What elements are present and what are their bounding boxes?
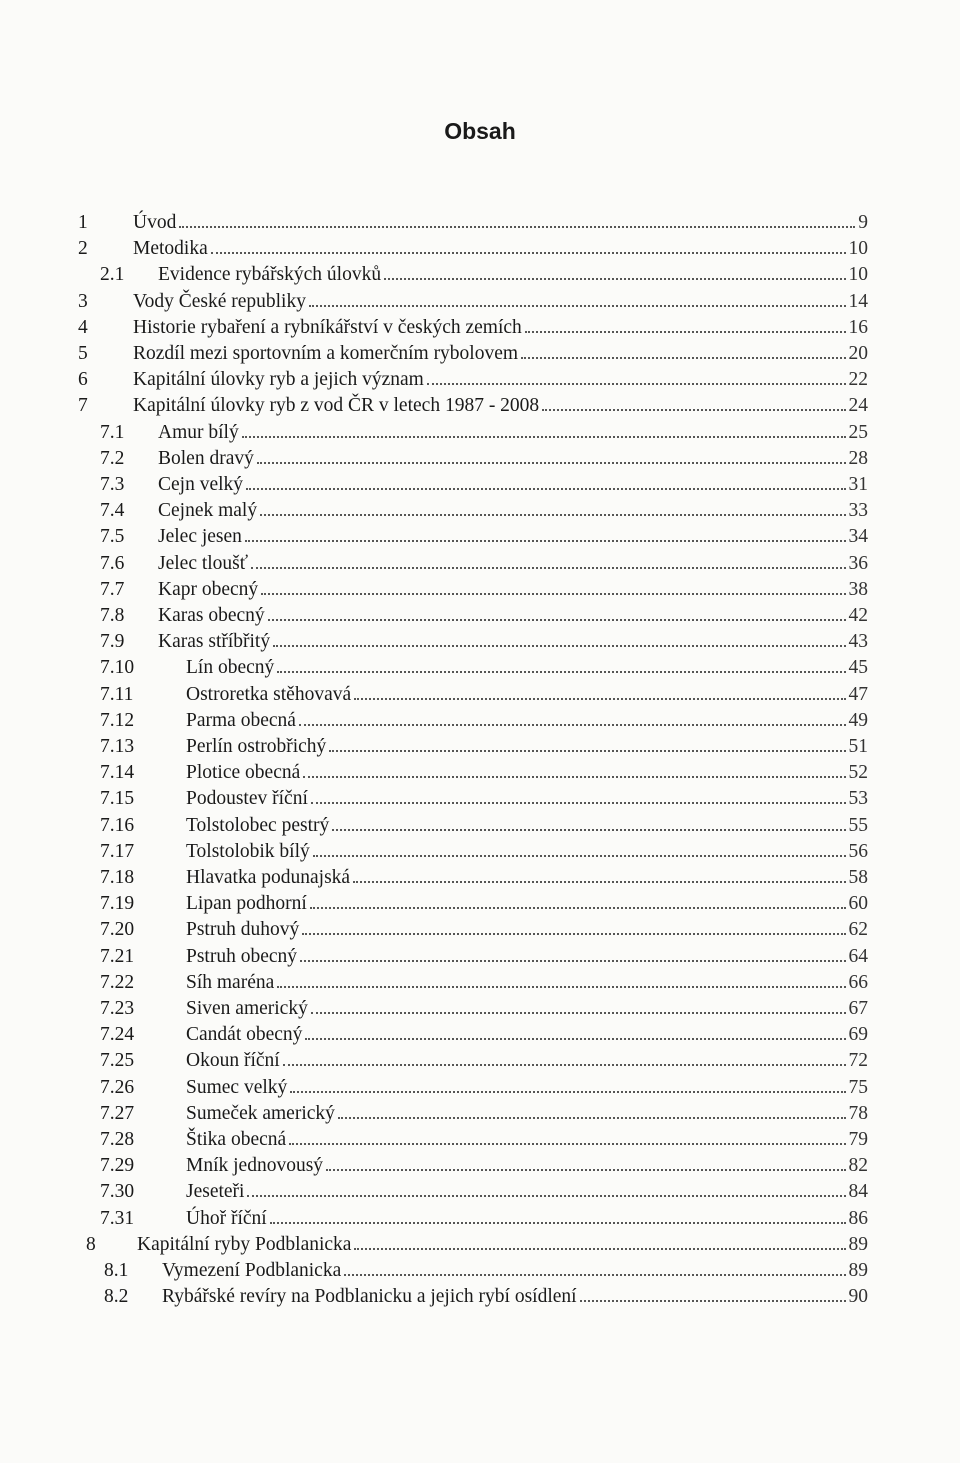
- toc-entry-number: 7.21: [100, 945, 135, 967]
- toc-entry-page: 86: [848, 1207, 868, 1229]
- toc-entry-page: 43: [848, 631, 868, 653]
- toc-entry[interactable]: [100, 839, 868, 865]
- toc-entry-page: 84: [848, 1181, 868, 1203]
- toc-entry-number: 7.9: [100, 631, 125, 653]
- toc-entry-number: 3: [78, 290, 88, 312]
- toc-dot-leader: [251, 566, 845, 569]
- toc-entry-number: 7.6: [100, 552, 125, 574]
- toc-entry-number: 7.29: [100, 1155, 135, 1177]
- toc-entry-page: 9: [858, 212, 868, 233]
- toc-entry-label: Perlín ostrobřichý: [186, 736, 327, 757]
- toc-entry[interactable]: [100, 262, 868, 288]
- toc-entry[interactable]: [100, 1127, 868, 1153]
- toc-entry-number: 8: [86, 1233, 96, 1255]
- toc-entry-label: Plotice obecná: [186, 762, 301, 784]
- toc-dot-leader: [273, 644, 845, 647]
- toc-dot-leader: [242, 435, 846, 438]
- toc-entry-page: 58: [848, 867, 868, 888]
- toc-entry-number: 7.26: [100, 1076, 135, 1098]
- toc-dot-leader: [179, 225, 855, 228]
- toc-entry[interactable]: [100, 472, 868, 498]
- toc-entry-number: 7.12: [100, 709, 135, 731]
- toc-entry-page: 51: [848, 736, 868, 757]
- toc-entry-label: Pstruh duhový: [186, 919, 300, 941]
- toc-dot-leader: [580, 1299, 846, 1302]
- toc-entry-label: Cejnek malý: [158, 500, 258, 522]
- toc-entry[interactable]: [78, 393, 868, 419]
- toc-entry-number: 5: [78, 343, 88, 364]
- toc-entry-label: Hlavatka podunajská: [186, 867, 351, 888]
- toc-entry-number: 7.3: [100, 474, 125, 495]
- toc-entry-label: Cejn velký: [158, 474, 244, 495]
- toc-entry[interactable]: [86, 1232, 868, 1258]
- toc-entry[interactable]: [78, 289, 868, 315]
- toc-entry[interactable]: [100, 786, 868, 812]
- toc-entry-page: 72: [848, 1050, 868, 1072]
- toc-entry-label: Bolen dravý: [158, 447, 254, 469]
- toc-entry-label: Parma obecná: [186, 709, 296, 731]
- page-title: Obsah: [444, 118, 516, 144]
- toc-dot-leader: [427, 382, 846, 385]
- toc-entry-page: 10: [848, 264, 868, 286]
- toc-entry[interactable]: [100, 734, 868, 760]
- toc-dot-leader: [260, 513, 845, 516]
- toc-entry-number: 8.1: [104, 1260, 129, 1281]
- toc-entry-label: Siven americký: [186, 998, 308, 1019]
- toc-entry-page: 53: [848, 788, 868, 810]
- toc-dot-leader: [257, 461, 846, 464]
- toc-dot-leader: [384, 277, 845, 280]
- toc-dot-leader: [283, 1063, 846, 1066]
- toc-entry-label: Kapitální úlovky ryb a jejich význam: [133, 369, 424, 391]
- toc-entry-label: Jeseteři: [186, 1181, 245, 1203]
- toc-entry-page: 25: [848, 421, 868, 443]
- toc-entry[interactable]: [100, 891, 868, 917]
- toc-dot-leader: [338, 1116, 846, 1119]
- toc-entry-page: 66: [848, 971, 868, 993]
- toc-entry[interactable]: [100, 1022, 868, 1048]
- toc-dot-leader: [302, 932, 845, 935]
- toc-entry-number: 6: [78, 369, 88, 391]
- toc-entry-page: 69: [848, 1024, 868, 1046]
- toc-entry[interactable]: [104, 1258, 868, 1284]
- toc-entry[interactable]: [100, 708, 868, 734]
- toc-entry-label: Amur bílý: [158, 421, 239, 443]
- toc-entry-number: 7.28: [100, 1129, 135, 1150]
- toc-entry[interactable]: [100, 970, 868, 996]
- toc-dot-leader: [211, 251, 846, 254]
- toc-entry-label: Vymezení Podblanicka: [162, 1260, 342, 1281]
- toc-entry-number: 7.10: [100, 657, 135, 679]
- toc-entry-page: 62: [848, 919, 868, 941]
- toc-dot-leader: [245, 539, 846, 542]
- toc-entry-number: 7.23: [100, 998, 135, 1019]
- toc-entry-page: 22: [848, 369, 868, 391]
- toc-dot-leader: [313, 854, 846, 857]
- toc-entry-page: 89: [848, 1233, 868, 1255]
- toc-entry-page: 20: [848, 343, 868, 364]
- toc-entry-label: Kapitální úlovky ryb z vod ČR v letech 1987 - 2008: [133, 395, 540, 417]
- toc-entry-label: Tolstolobik bílý: [186, 840, 310, 862]
- toc-entry[interactable]: [100, 655, 868, 681]
- toc-dot-leader: [311, 1011, 846, 1014]
- toc-dot-leader: [277, 985, 845, 988]
- toc-entry-number: 7.17: [100, 840, 135, 862]
- toc-entry[interactable]: [100, 1153, 868, 1179]
- toc-entry-label: Jelec jesen: [158, 526, 242, 548]
- toc-entry[interactable]: [100, 551, 868, 577]
- toc-entry[interactable]: [100, 682, 868, 708]
- toc-entry[interactable]: [78, 236, 868, 262]
- toc-entry-page: 78: [848, 1102, 868, 1124]
- toc-dot-leader: [289, 1142, 845, 1145]
- toc-entry-label: Evidence rybářských úlovků: [158, 264, 382, 286]
- toc-entry-number: 7.14: [100, 762, 135, 784]
- toc-entry-label: Kapr obecný: [158, 578, 259, 600]
- toc-entry-number: 7.1: [100, 421, 125, 443]
- toc-entry[interactable]: [100, 524, 868, 550]
- toc-entry-number: 7.16: [100, 814, 135, 836]
- toc-entry[interactable]: [78, 341, 868, 367]
- toc-entry[interactable]: [78, 367, 868, 393]
- toc-entry-label: Podoustev říční: [186, 788, 308, 810]
- toc-entry-page: 28: [848, 447, 868, 469]
- toc-dot-leader: [299, 723, 846, 726]
- toc-entry-page: 82: [848, 1155, 868, 1177]
- toc-dot-leader: [329, 749, 845, 752]
- toc-entry-number: 7.5: [100, 526, 125, 548]
- toc-dot-leader: [270, 1221, 846, 1224]
- toc-entry-number: 7.31: [100, 1207, 135, 1229]
- toc-entry-number: 7.18: [100, 867, 135, 888]
- toc-entry-label: Candát obecný: [186, 1024, 303, 1046]
- toc-entry[interactable]: [100, 498, 868, 524]
- toc-entry-number: 7.30: [100, 1181, 135, 1203]
- toc-dot-leader: [290, 1090, 845, 1093]
- toc-dot-leader: [353, 880, 845, 883]
- toc-entry[interactable]: [78, 315, 868, 341]
- toc-entry-page: 24: [848, 395, 868, 417]
- toc-dot-leader: [521, 356, 845, 359]
- toc-dot-leader: [344, 1273, 845, 1276]
- toc-dot-leader: [310, 906, 846, 909]
- toc-dot-leader: [261, 592, 845, 595]
- toc-entry-label: Karas obecný: [158, 605, 265, 626]
- toc-dot-leader: [326, 1168, 845, 1171]
- toc-entry[interactable]: [100, 603, 868, 629]
- toc-entry-page: 14: [848, 290, 868, 312]
- toc-entry-page: 47: [848, 683, 868, 705]
- toc-dot-leader: [303, 775, 845, 778]
- toc-entry-number: 1: [78, 212, 88, 233]
- toc-entry-label: Mník jednovousý: [186, 1155, 324, 1177]
- toc-entry-number: 7: [78, 395, 88, 417]
- toc-entry-label: Rozdíl mezi sportovním a komerčním rybolovem: [133, 343, 519, 364]
- toc-dot-leader: [309, 304, 846, 307]
- toc-entry-number: 7.22: [100, 971, 135, 993]
- toc-entry-number: 7.13: [100, 736, 135, 757]
- toc-entry-number: 7.15: [100, 788, 135, 810]
- toc-entry-label: Úvod: [133, 212, 177, 233]
- toc-dot-leader: [268, 618, 846, 621]
- toc-entry[interactable]: [100, 760, 868, 786]
- toc-entry[interactable]: [100, 813, 868, 839]
- toc-dot-leader: [525, 330, 846, 333]
- toc-entry[interactable]: [100, 420, 868, 446]
- toc-entry[interactable]: [78, 210, 868, 236]
- toc-entry-label: Rybářské revíry na Podblanicku a jejich rybí osídlení: [162, 1286, 577, 1308]
- toc-entry-label: Lipan podhorní: [186, 893, 307, 915]
- toc-entry-page: 75: [848, 1076, 868, 1098]
- toc-dot-leader: [542, 408, 845, 411]
- toc-entry-number: 2.1: [100, 264, 125, 286]
- toc-entry[interactable]: [100, 446, 868, 472]
- toc-entry-page: 67: [848, 998, 868, 1019]
- toc-dot-leader: [247, 1194, 845, 1197]
- toc-entry-label: Kapitální ryby Podblanicka: [137, 1233, 352, 1255]
- toc-dot-leader: [277, 670, 845, 673]
- toc-dot-leader: [354, 697, 845, 700]
- toc-entry[interactable]: [100, 629, 868, 655]
- toc-entry-page: 33: [848, 500, 868, 522]
- toc-entry[interactable]: [104, 1284, 868, 1310]
- toc-entry[interactable]: [100, 577, 868, 603]
- toc-dot-leader: [246, 487, 845, 490]
- toc-dot-leader: [305, 1037, 845, 1040]
- toc-entry-number: 7.27: [100, 1102, 135, 1124]
- toc-entry-number: 7.19: [100, 893, 135, 915]
- toc-entry[interactable]: [100, 865, 868, 891]
- toc-entry-label: Sumec velký: [186, 1076, 288, 1098]
- toc-entry-label: Síh maréna: [186, 971, 275, 993]
- toc-entry-label: Ostroretka stěhovavá: [186, 683, 352, 705]
- toc-entry-page: 31: [848, 474, 868, 495]
- toc-entry-label: Sumeček americký: [186, 1102, 335, 1124]
- toc-entry-number: 7.20: [100, 919, 135, 941]
- toc-entry-page: 36: [848, 552, 868, 574]
- toc-entry-label: Vody České republiky: [133, 290, 306, 312]
- toc-entry-label: Okoun říční: [186, 1050, 280, 1072]
- toc-entry-page: 56: [848, 840, 868, 862]
- toc-entry-number: 7.25: [100, 1050, 135, 1072]
- toc-entry-page: 42: [848, 605, 868, 626]
- toc-entry[interactable]: [100, 996, 868, 1022]
- toc-entry[interactable]: [100, 1206, 868, 1232]
- toc-entry-page: 38: [848, 578, 868, 600]
- toc-entry-page: 34: [848, 526, 868, 548]
- toc-entry-page: 64: [848, 945, 868, 967]
- toc-entry-number: 7.2: [100, 447, 125, 469]
- toc-entry-page: 49: [848, 709, 868, 731]
- toc-entry-number: 8.2: [104, 1286, 129, 1308]
- toc-entry-page: 10: [848, 238, 868, 260]
- toc-entry-number: 4: [78, 316, 88, 338]
- toc-entry-label: Tolstolobec pestrý: [186, 814, 330, 836]
- toc-entry-number: 7.24: [100, 1024, 135, 1046]
- toc-entry[interactable]: [100, 1101, 868, 1127]
- toc-entry-number: 2: [78, 238, 88, 260]
- toc-entry-label: Úhoř říční: [186, 1207, 267, 1229]
- toc-entry[interactable]: [100, 1048, 868, 1074]
- toc-dot-leader: [311, 801, 846, 804]
- toc-entry-page: 90: [848, 1286, 868, 1308]
- toc-entry-number: 7.11: [100, 683, 134, 705]
- toc-entry-number: 7.4: [100, 500, 125, 522]
- toc-entry-page: 79: [848, 1129, 868, 1150]
- toc-entry-label: Lín obecný: [186, 657, 275, 679]
- toc-dot-leader: [300, 959, 845, 962]
- toc-entry[interactable]: [100, 917, 868, 943]
- toc-entry-label: Metodika: [133, 238, 208, 260]
- toc-entry-page: 89: [848, 1260, 868, 1281]
- toc-entry-page: 52: [848, 762, 868, 784]
- toc-entry-page: 45: [848, 657, 868, 679]
- toc-entry-page: 55: [848, 814, 868, 836]
- toc-entry-number: 7.7: [100, 578, 125, 600]
- toc-entry-label: Štika obecná: [186, 1129, 287, 1150]
- toc-entry-label: Historie rybaření a rybníkářství v českých zemích: [133, 316, 522, 338]
- toc-entry[interactable]: [100, 1075, 868, 1101]
- toc-entry-number: 7.8: [100, 605, 125, 626]
- toc-entry[interactable]: [100, 1179, 868, 1205]
- toc-entry-label: Jelec tloušť: [158, 552, 249, 574]
- toc-dot-leader: [332, 828, 845, 831]
- toc-dot-leader: [354, 1247, 845, 1250]
- toc-entry[interactable]: [100, 944, 868, 970]
- toc-entry-label: Karas stříbřitý: [158, 631, 271, 653]
- toc-entry-page: 16: [848, 316, 868, 338]
- toc-entry-page: 60: [848, 893, 868, 915]
- toc-entry-label: Pstruh obecný: [186, 945, 298, 967]
